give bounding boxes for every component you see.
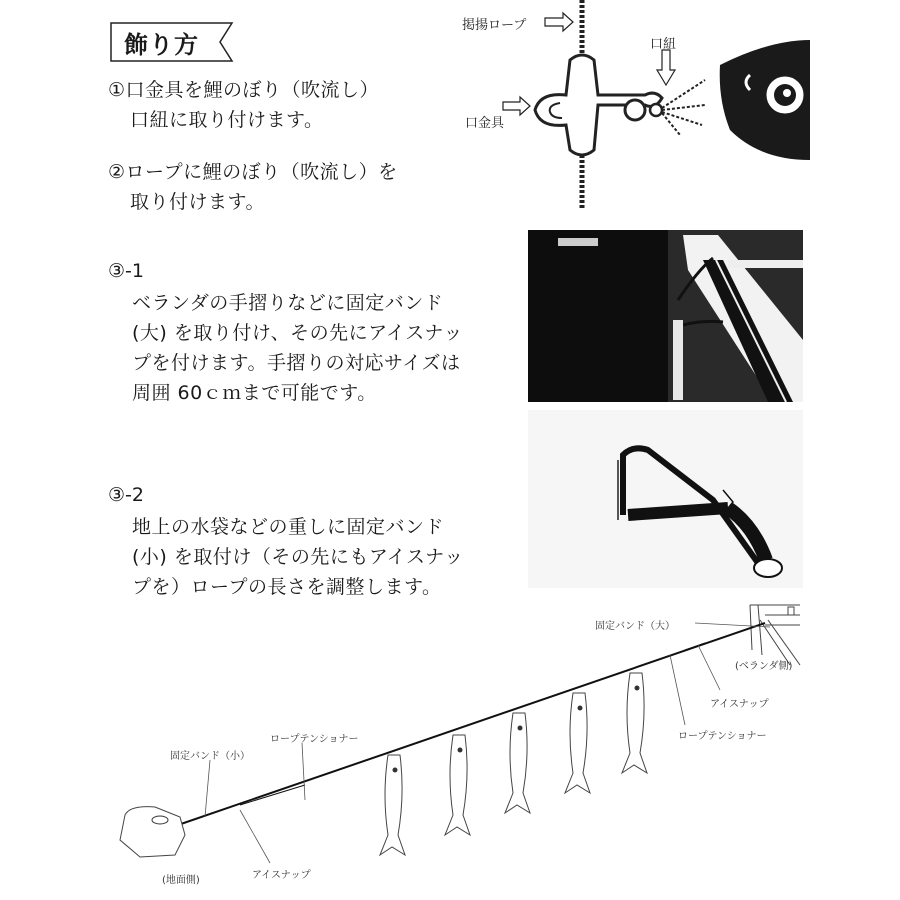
tensioner-bottom-label: ロープテンショナー	[270, 734, 359, 745]
step-3-2	[108, 482, 464, 602]
tensioner-top-label: ロープテンショナー	[678, 731, 767, 742]
step-3-1-line-3: プを付けます。手摺りの対応サイズは	[132, 352, 461, 374]
fitting-diagram	[440, 0, 810, 220]
step-1-number: ①	[108, 79, 126, 101]
cord-label: 口紐	[650, 37, 677, 52]
rope-label: 掲揚ロープ	[462, 18, 527, 33]
band-large-label: 固定バンド（大）	[595, 621, 675, 632]
title-text: 飾り方	[124, 31, 199, 59]
handrail-photo	[528, 230, 803, 402]
step-2-line-1: ロープに鯉のぼり（吹流し）を	[125, 161, 398, 183]
step-3-1	[108, 258, 463, 408]
installation-diagram	[100, 595, 810, 895]
step-3-2-line-3: プを）ロープの長さを調整します。	[132, 576, 442, 598]
step-3-1-number: ③-1	[108, 260, 144, 282]
ground-side-label: (地面側)	[162, 875, 200, 886]
step-2	[108, 157, 398, 217]
step-3-1-line-4: 周囲 60ｃｍまで可能です。	[132, 382, 377, 404]
band-photo	[528, 410, 803, 588]
step-3-1-line-1: ベランダの手摺りなどに固定バンド	[132, 292, 444, 314]
step-2-line-2: 取り付けます。	[130, 191, 265, 213]
step-3-2-number: ③-2	[108, 484, 144, 506]
snap-bottom-label: アイスナップ	[252, 870, 311, 881]
installation-illustration	[100, 595, 810, 895]
step-1-line-2: 口紐に取り付けます。	[130, 109, 324, 131]
fitting-illustration	[440, 0, 810, 220]
section-title	[110, 22, 234, 62]
band-small-label: 固定バンド（小）	[170, 751, 250, 762]
veranda-side-label: (ベランダ側)	[735, 661, 793, 672]
fitting-label: 口金具	[465, 116, 505, 131]
step-3-2-line-2: (小) を取付け（その先にもアイスナッ	[132, 546, 464, 568]
step-1-line-1: 口金具を鯉のぼり（吹流し）	[125, 79, 380, 101]
step-3-1-line-2: (大) を取り付け、その先にアイスナッ	[132, 322, 463, 344]
step-1	[108, 75, 379, 135]
step-3-2-line-1: 地上の水袋などの重しに固定バンド	[132, 516, 445, 538]
snap-top-label: アイスナップ	[710, 699, 769, 710]
step-2-number: ②	[108, 161, 126, 183]
